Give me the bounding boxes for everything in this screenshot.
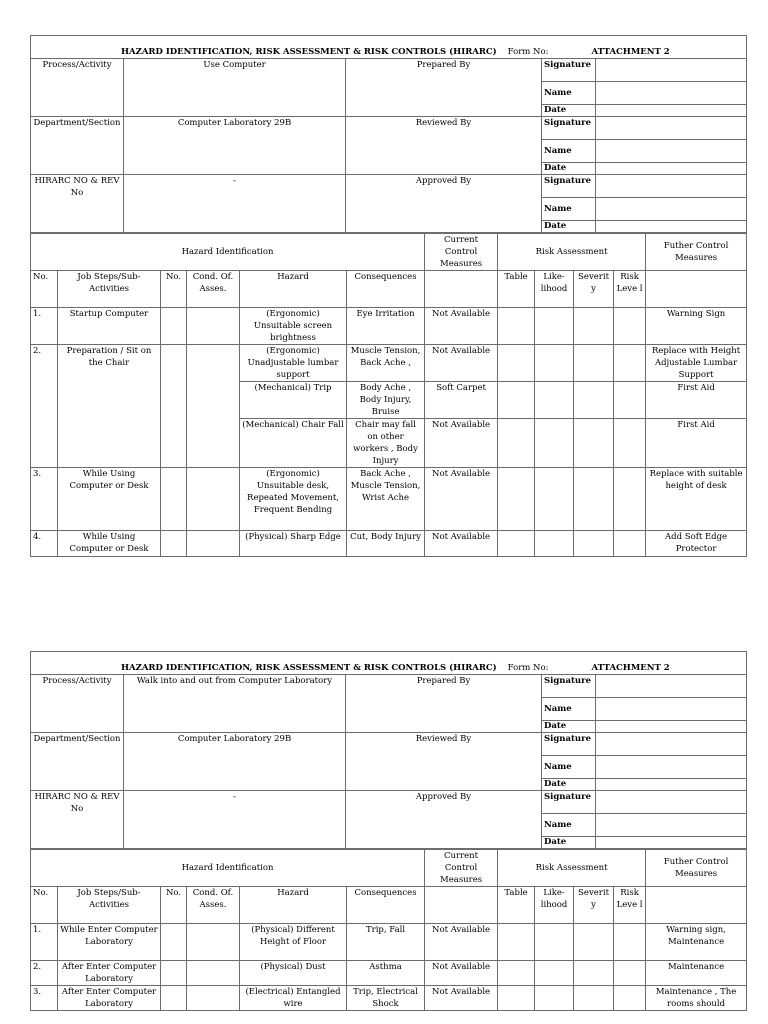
attachment-label: ATTACHMENT 2 [591,663,670,673]
name-field[interactable] [596,814,747,837]
col-cond: Cond. Of. Asses. [187,887,240,924]
row-hazard: (Mechanical) Chair Fall [240,419,347,468]
row-consequences: Muscle Tension, Back Ache , [347,345,425,382]
signature-label: Signature [542,733,596,756]
approved-by-label: Approved By [346,175,542,233]
current-control-header: Current Control Measures [425,234,498,271]
row-job: While Using Computer or Desk [58,468,161,531]
table-row [31,924,747,961]
row-consequences: Trip, Electrical Shock [347,986,425,1011]
col-no: No. [31,887,58,924]
row-consequences: Trip, Fall [347,924,425,961]
col-consequences: Consequences [347,271,425,308]
department-label: Department/Section [31,733,124,791]
row-hazard: (Physical) Dust [240,961,347,986]
process-label: Process/Activity [31,675,124,733]
col-cond: Cond. Of. Asses. [187,271,240,308]
col-no-2: No. [161,271,187,308]
col-job-steps: Job Steps/Sub-Activities [58,271,161,308]
hirarc-no-label: HIRARC NO & REV No [31,791,124,849]
row-job: After Enter Computer Laboratory [58,986,161,1011]
reviewed-by-label: Reviewed By [346,117,542,175]
form-title-row [31,36,747,59]
process-label: Process/Activity [31,59,124,117]
risk-assessment-header: Risk Assessment [498,850,646,887]
col-consequences: Consequences [347,887,425,924]
further-control-header: Futher Control Measures [646,850,747,887]
signature-field[interactable] [596,59,747,82]
row-current: Not Available [425,345,498,382]
col-table: Table [498,271,535,308]
table-row [31,468,747,531]
name-field[interactable] [596,198,747,221]
row-no: 4. [31,531,58,557]
prepared-by-label: Prepared By [346,59,542,117]
signature-field[interactable] [596,175,747,198]
signature-label: Signature [542,59,596,82]
prepared-by-label: Prepared By [346,675,542,733]
row-hazard: (Physical) Sharp Edge [240,531,347,557]
col-no: No. [31,271,58,308]
row-current: Not Available [425,531,498,557]
row-further: First Aid [646,382,747,419]
hirarc-header-table [30,35,747,233]
row-current: Soft Carpet [425,382,498,419]
hirarc-no-value: - [124,791,346,849]
department-value: Computer Laboratory 29B [124,733,346,791]
row-no: 1. [31,308,58,345]
signature-label: Signature [542,791,596,814]
reviewed-by-label: Reviewed By [346,733,542,791]
name-field[interactable] [596,82,747,105]
col-risk-level: Risk Leve l [614,271,646,308]
date-field[interactable] [596,163,747,175]
table-row [31,345,747,382]
row-further: Warning Sign [646,308,747,345]
row-hazard: (Physical) Different Height of Floor [240,924,347,961]
row-no: 2. [31,961,58,986]
row-further: First Aid [646,419,747,468]
name-field[interactable] [596,756,747,779]
col-table: Table [498,887,535,924]
table-row [31,961,747,986]
name-field[interactable] [596,140,747,163]
row-hazard: (Mechanical) Trip [240,382,347,419]
risk-assessment-header: Risk Assessment [498,234,646,271]
hirarc-no-label: HIRARC NO & REV No [31,175,124,233]
date-field[interactable] [596,105,747,117]
row-consequences: Eye Irritation [347,308,425,345]
row-further: Maintenance , The rooms should [646,986,747,1011]
col-hazard: Hazard [240,271,347,308]
attachment-label: ATTACHMENT 2 [591,47,670,57]
row-job: After Enter Computer Laboratory [58,961,161,986]
row-no: 1. [31,924,58,961]
date-label: Date [542,779,596,791]
table-row [31,986,747,1011]
form-title: HAZARD IDENTIFICATION, RISK ASSESSMENT & RISK CONTROLS (HIRARC) [121,47,497,57]
department-value: Computer Laboratory 29B [124,117,346,175]
date-field[interactable] [596,221,747,233]
signature-field[interactable] [596,791,747,814]
date-label: Date [542,221,596,233]
row-consequences: Cut, Body Injury [347,531,425,557]
form-title-row [31,652,747,675]
name-label: Name [542,698,596,721]
col-severity: Severit y [574,887,614,924]
hirarc-header-table [30,651,747,849]
date-label: Date [542,721,596,733]
table-row [31,531,747,557]
col-hazard: Hazard [240,887,347,924]
row-further: Maintenance [646,961,747,986]
row-current: Not Available [425,924,498,961]
name-label: Name [542,756,596,779]
row-current: Not Available [425,308,498,345]
hazard-table [30,849,747,1011]
form-no-label: Form No: [507,47,549,57]
row-further: Add Soft Edge Protector [646,531,747,557]
signature-field[interactable] [596,733,747,756]
row-no: 2. [31,345,58,468]
hazard-identification-header: Hazard Identification [31,850,425,887]
form-title: HAZARD IDENTIFICATION, RISK ASSESSMENT & RISK CONTROLS (HIRARC) [121,663,497,673]
row-hazard: (Ergonomic) Unsuitable screen brightness [240,308,347,345]
hazard-table [30,233,747,557]
name-label: Name [542,814,596,837]
name-label: Name [542,140,596,163]
row-consequences: Chair may fall on other workers , Body Injury [347,419,425,468]
date-field[interactable] [596,837,747,849]
date-label: Date [542,837,596,849]
table-row [31,308,747,345]
row-job: Preparation / Sit on the Chair [58,345,161,468]
hirarc-form-2 [30,651,746,1011]
name-label: Name [542,198,596,221]
row-current: Not Available [425,986,498,1011]
row-no: 3. [31,986,58,1011]
row-current: Not Available [425,961,498,986]
row-further: Replace with suitable height of desk [646,468,747,531]
hazard-identification-header: Hazard Identification [31,234,425,271]
row-job: While Using Computer or Desk [58,531,161,557]
row-hazard: (Ergonomic) Unsuitable desk, Repeated Movement, Frequent Bending [240,468,347,531]
col-likelihood: Like-lihood [535,271,574,308]
date-label: Date [542,105,596,117]
date-field[interactable] [596,721,747,733]
department-label: Department/Section [31,117,124,175]
signature-field[interactable] [596,117,747,140]
row-consequences: Body Ache , Body Injury, Bruise [347,382,425,419]
date-field[interactable] [596,779,747,791]
hirarc-no-value: - [124,175,346,233]
row-job: While Enter Computer Laboratory [58,924,161,961]
col-no-2: No. [161,887,187,924]
further-control-header: Futher Control Measures [646,234,747,271]
col-severity: Severit y [574,271,614,308]
process-value: Walk into and out from Computer Laboratory [124,675,346,733]
date-label: Date [542,163,596,175]
signature-field[interactable] [596,675,747,698]
approved-by-label: Approved By [346,791,542,849]
row-hazard: (Electrical) Entangled wire [240,986,347,1011]
signature-label: Signature [542,117,596,140]
form-no-label: Form No: [507,663,549,673]
row-consequences: Asthma [347,961,425,986]
row-no: 3. [31,468,58,531]
current-control-header: Current Control Measures [425,850,498,887]
process-value: Use Computer [124,59,346,117]
hirarc-form-1 [30,35,746,557]
row-current: Not Available [425,468,498,531]
col-likelihood: Like-lihood [535,887,574,924]
col-job-steps: Job Steps/Sub-Activities [58,887,161,924]
name-field[interactable] [596,698,747,721]
name-label: Name [542,82,596,105]
row-job: Startup Computer [58,308,161,345]
signature-label: Signature [542,675,596,698]
col-risk-level: Risk Leve l [614,887,646,924]
row-hazard: (Ergonomic) Unadjustable lumbar support [240,345,347,382]
signature-label: Signature [542,175,596,198]
row-consequences: Back Ache , Muscle Tension, Wrist Ache [347,468,425,531]
row-further: Warning sign, Maintenance [646,924,747,961]
row-further: Replace with Height Adjustable Lumbar Support [646,345,747,382]
row-current: Not Available [425,419,498,468]
